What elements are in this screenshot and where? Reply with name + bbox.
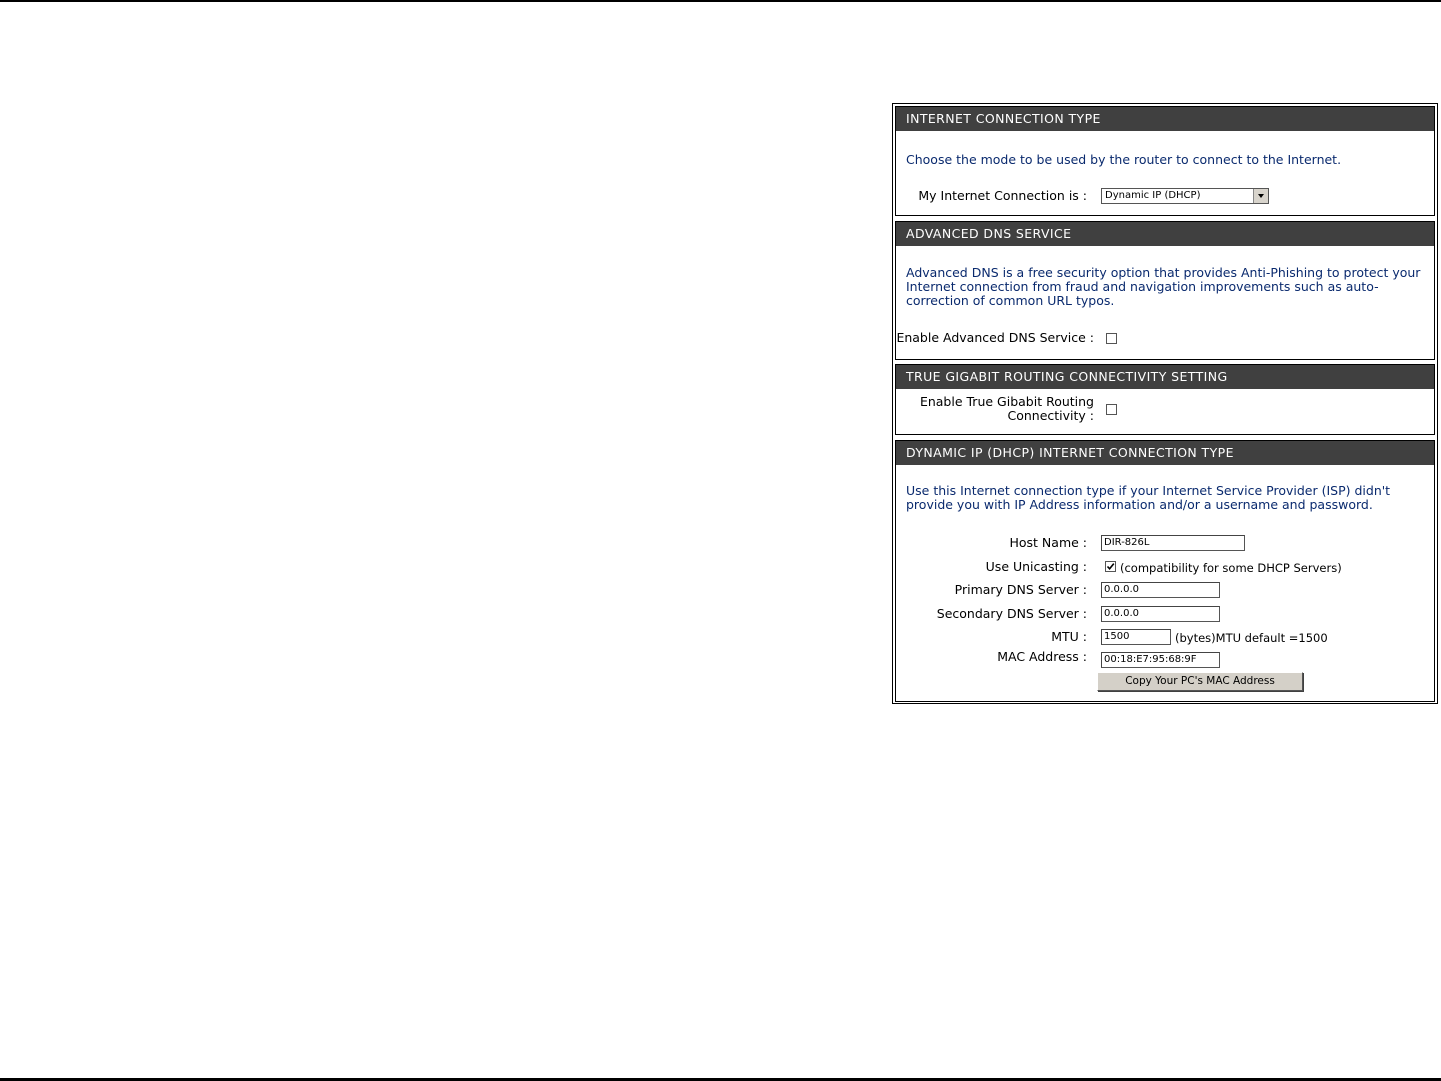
top-rule bbox=[0, 0, 1441, 2]
gigabit-routing-heading: TRUE GIGABIT ROUTING CONNECTIVITY SETTING bbox=[896, 365, 1434, 389]
gigabit-routing-label-line1: Enable True Gibabit Routing bbox=[919, 394, 1094, 409]
advanced-dns-description: Advanced DNS is a free security option that provides Anti-Phishing to protect your Internet connection from fraud and navigation improvements such as auto-correction of common URL typos. bbox=[906, 265, 1421, 308]
internet-connection-type-description: Choose the mode to be used by the router to connect to the Internet. bbox=[906, 152, 1342, 167]
gigabit-routing-section bbox=[895, 364, 1435, 435]
mtu-label: MTU : bbox=[1051, 629, 1087, 644]
dhcp-heading: DYNAMIC IP (DHCP) INTERNET CONNECTION TYPE bbox=[896, 441, 1434, 465]
copy-mac-address-button[interactable]: Copy Your PC's MAC Address bbox=[1097, 672, 1303, 691]
advanced-dns-checkbox[interactable] bbox=[1106, 333, 1117, 344]
settings-panel bbox=[892, 103, 1438, 704]
chevron-down-icon[interactable] bbox=[1253, 189, 1268, 203]
gigabit-routing-checkbox[interactable] bbox=[1106, 404, 1117, 415]
primary-dns-label: Primary DNS Server : bbox=[954, 582, 1087, 597]
connection-type-label: My Internet Connection is : bbox=[918, 188, 1087, 203]
gigabit-routing-label bbox=[834, 395, 1094, 423]
secondary-dns-input[interactable]: 0.0.0.0 bbox=[1101, 606, 1220, 622]
mac-address-label: MAC Address : bbox=[997, 649, 1087, 664]
use-unicasting-label: Use Unicasting : bbox=[985, 559, 1087, 574]
mac-address-input[interactable]: 00:18:E7:95:68:9F bbox=[1101, 652, 1220, 668]
connection-type-selected-value: Dynamic IP (DHCP) bbox=[1105, 190, 1201, 201]
checkmark-icon bbox=[1106, 562, 1115, 571]
use-unicasting-note: (compatibility for some DHCP Servers) bbox=[1120, 561, 1342, 575]
primary-dns-input[interactable]: 0.0.0.0 bbox=[1101, 582, 1220, 598]
connection-type-select[interactable] bbox=[1101, 188, 1269, 204]
advanced-dns-heading: ADVANCED DNS SERVICE bbox=[896, 222, 1434, 246]
advanced-dns-section bbox=[895, 221, 1435, 360]
internet-connection-type-section bbox=[895, 106, 1435, 216]
use-unicasting-checkbox[interactable] bbox=[1105, 561, 1116, 572]
mtu-input[interactable]: 1500 bbox=[1101, 629, 1171, 645]
internet-connection-type-heading: INTERNET CONNECTION TYPE bbox=[896, 107, 1434, 131]
advanced-dns-label: Enable Advanced DNS Service : bbox=[896, 330, 1094, 345]
dhcp-section bbox=[895, 440, 1435, 702]
host-name-input[interactable]: DIR-826L bbox=[1101, 535, 1245, 551]
secondary-dns-label: Secondary DNS Server : bbox=[936, 606, 1087, 621]
mtu-note: (bytes)MTU default =1500 bbox=[1175, 631, 1328, 645]
dhcp-description: Use this Internet connection type if your Internet Service Provider (ISP) didn't provide you with IP Address information and/or a username and password. bbox=[906, 483, 1391, 512]
gigabit-routing-label-line2: Connectivity : bbox=[1007, 408, 1094, 423]
host-name-label: Host Name : bbox=[1009, 535, 1087, 550]
